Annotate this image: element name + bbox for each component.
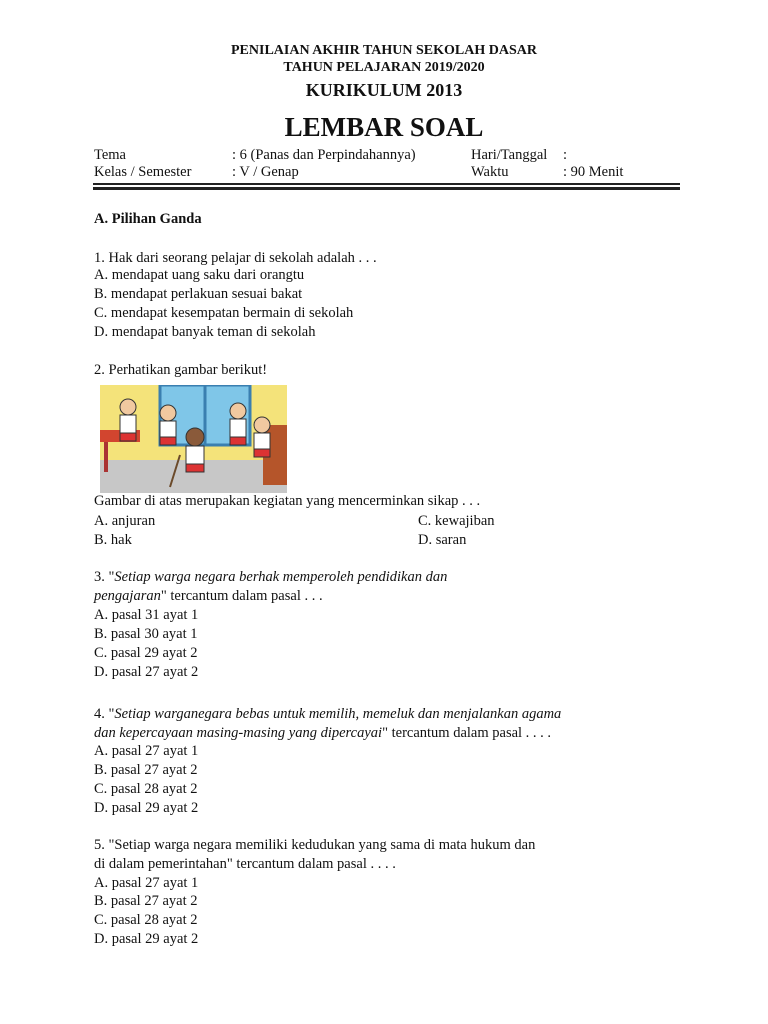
waktu-label: Waktu [471, 164, 509, 180]
q2-option-c: C. kewajiban [418, 513, 495, 529]
kelas-label: Kelas / Semester [94, 164, 192, 180]
section-heading: A. Pilihan Ganda [94, 211, 202, 227]
kelas-value: : V / Genap [232, 164, 299, 180]
q5-option-a: A. pasal 27 ayat 1 [94, 875, 199, 891]
q4-option-d: D. pasal 29 ayat 2 [94, 800, 199, 816]
q3-option-a: A. pasal 31 ayat 1 [94, 607, 199, 623]
question-2-caption: Gambar di atas merupakan kegiatan yang mencerminkan sikap . . . [94, 493, 481, 509]
page-title: LEMBAR SOAL [284, 112, 484, 142]
question-2: 2. Perhatikan gambar berikut! [94, 362, 268, 378]
question-5: 5. "Setiap warga negara memiliki kedudukan yang sama di mata hukum dan [94, 837, 536, 853]
question-5-cont: di dalam pemerintahan" tercantum dalam pasal . . . . [94, 856, 396, 872]
q3-option-d: D. pasal 27 ayat 2 [94, 664, 199, 680]
tema-label: Tema [94, 147, 126, 163]
header-line2: TAHUN PELAJARAN 2019/2020 [283, 60, 485, 75]
q5-option-d: D. pasal 29 ayat 2 [94, 931, 199, 947]
question-3-cont: pengajaran" tercantum dalam pasal . . . [94, 588, 323, 604]
classroom-illustration [100, 385, 287, 493]
q3-option-b: B. pasal 30 ayat 1 [94, 626, 198, 642]
waktu-value: : 90 Menit [563, 164, 624, 180]
q2-option-d: D. saran [418, 532, 467, 548]
q1-option-c: C. mendapat kesempatan bermain di sekolah [94, 305, 354, 321]
hari-label: Hari/Tanggal [471, 147, 548, 163]
q1-option-d: D. mendapat banyak teman di sekolah [94, 324, 316, 340]
header-line3: KURIKULUM 2013 [305, 80, 463, 100]
q4-option-b: B. pasal 27 ayat 2 [94, 762, 198, 778]
header-line1: PENILAIAN AKHIR TAHUN SEKOLAH DASAR [231, 43, 537, 58]
q3-option-c: C. pasal 29 ayat 2 [94, 645, 198, 661]
q4-option-c: C. pasal 28 ayat 2 [94, 781, 198, 797]
q1-option-a: A. mendapat uang saku dari orangtu [94, 267, 305, 283]
question-1: 1. Hak dari seorang pelajar di sekolah adalah . . . [94, 250, 377, 266]
question-4: 4. "Setiap warganegara bebas untuk memilih, memeluk dan menjalankan agama [94, 706, 562, 722]
q2-option-b: B. hak [94, 532, 132, 548]
hari-value: : [563, 147, 568, 163]
question-3: 3. "Setiap warga negara berhak memperoleh pendidikan dan [94, 569, 448, 585]
q4-option-a: A. pasal 27 ayat 1 [94, 743, 199, 759]
q2-option-a: A. anjuran [94, 513, 156, 529]
divider [93, 183, 680, 185]
q1-option-b: B. mendapat perlakuan sesuai bakat [94, 286, 303, 302]
tema-value: : 6 (Panas dan Perpindahannya) [232, 147, 416, 163]
question-4-cont: dan kepercayaan masing-masing yang dipercayai" tercantum dalam pasal . . . . [94, 725, 552, 741]
q5-option-b: B. pasal 27 ayat 2 [94, 893, 198, 909]
q5-option-c: C. pasal 28 ayat 2 [94, 912, 198, 928]
divider [93, 187, 680, 190]
